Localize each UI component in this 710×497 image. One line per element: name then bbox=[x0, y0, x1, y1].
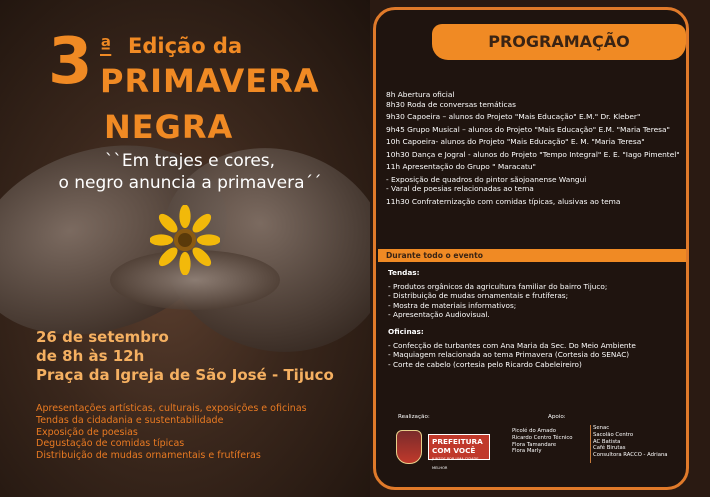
apoio-item: Café Birutas bbox=[593, 445, 626, 452]
oficinas-item: - Maquiagem relacionada ao tema Primavera (Cortesia do SENAC) bbox=[388, 350, 630, 360]
tendas-item: - Apresentação Audiovisual. bbox=[388, 310, 490, 320]
oficinas-item: - Confecção de turbantes com Ana Maria da Sec. Do Meio Ambiente bbox=[388, 340, 636, 350]
activity-item: Apresentações artísticas, culturais, exposições e oficinas bbox=[36, 403, 307, 414]
apoio-item: Sacolão Centro bbox=[593, 431, 634, 438]
slogan bbox=[40, 150, 340, 194]
activity-item: Degustação de comidas típicas bbox=[36, 438, 185, 450]
schedule-item: 10h Capoeira- alunos do Projeto "Mais Educação" E. M. "Maria Teresa" bbox=[386, 137, 645, 146]
schedule-item: 9h45 Grupo Musical – alunos do Projeto "Mais Educação" E.M. "Maria Teresa" bbox=[386, 124, 670, 134]
title-number: 3 bbox=[48, 25, 93, 99]
event-place: Praça da Igreja de São José - Tijuco bbox=[36, 366, 334, 384]
prefeitura-logo bbox=[428, 434, 490, 470]
programacao-title: PROGRAMAÇÃO bbox=[432, 24, 686, 60]
apoio-divider bbox=[590, 425, 591, 463]
city-coat-of-arms-logo bbox=[396, 430, 422, 464]
schedule-item: 8h30 Roda de conversas temáticas bbox=[386, 99, 516, 109]
apoio-item: AC Batista bbox=[593, 438, 621, 445]
event-time: de 8h às 12h bbox=[36, 347, 145, 365]
activity-item: Distribuição de mudas ornamentais e frutíferas bbox=[36, 450, 261, 462]
apoio-list-2 bbox=[593, 425, 668, 459]
title-negra: NEGRA bbox=[104, 108, 234, 146]
durante-evento-header: Durante todo o evento bbox=[378, 249, 686, 262]
apoio-item: Flora Tamandare bbox=[512, 441, 557, 448]
tendas-title: Tendas: bbox=[388, 268, 420, 277]
sunflower-image bbox=[150, 205, 220, 275]
schedule-item: 11h Apresentação do Grupo " Maracatu" bbox=[386, 162, 536, 171]
apoio-item: Ricardo Centro Técnico bbox=[512, 434, 573, 441]
apoio-list-1 bbox=[512, 428, 573, 455]
title-ordinal: ª bbox=[100, 34, 112, 58]
apoio-item: Picolé do Amado bbox=[512, 428, 557, 434]
event-date: 26 de setembro bbox=[36, 328, 169, 346]
apoio-item: Senac bbox=[593, 425, 610, 431]
prefeitura-logo-sub: JUNTOS POR UMA CIDADE MELHOR bbox=[432, 457, 479, 470]
schedule-item: - Varal de poesias relacionadas ao tema bbox=[386, 184, 534, 193]
tendas-item: - Produtos orgânicos da agricultura familiar do bairro Tijuco; bbox=[388, 281, 608, 291]
durante-evento-section bbox=[388, 268, 678, 369]
oficinas-title: Oficinas: bbox=[388, 326, 424, 336]
title-edicao: Edição da bbox=[128, 34, 243, 58]
slogan-line-2: o negro anuncia a primavera´´ bbox=[58, 173, 322, 193]
title-primavera: PRIMAVERA bbox=[100, 62, 320, 100]
schedule-item: 8h Abertura oficial bbox=[386, 90, 455, 99]
apoio-item: Flora Marly bbox=[512, 448, 542, 455]
realizacao-label: Realização: bbox=[398, 414, 430, 420]
oficinas-item: - Corte de cabelo (cortesia pelo Ricardo Cabeleireiro) bbox=[388, 359, 582, 369]
schedule-list bbox=[386, 90, 682, 206]
schedule-item: 10h30 Dança e Jogral - alunos do Projeto "Tempo Integral" E. E. "Iago Pimentel" bbox=[386, 149, 680, 159]
prefeitura-logo-text: PREFEITURA COM VOCÊ bbox=[432, 437, 483, 455]
activities-list bbox=[36, 403, 307, 462]
event-date-block bbox=[36, 328, 334, 385]
tendas-item: - Mostra de materiais informativos; bbox=[388, 300, 517, 310]
sponsors-footer bbox=[376, 412, 688, 482]
tendas-item: - Distribuição de mudas ornamentais e frutíferas; bbox=[388, 291, 569, 301]
apoio-item: Consultora RACCO - Adriana bbox=[593, 452, 668, 459]
activity-item: Exposição de poesias bbox=[36, 426, 138, 438]
schedule-item: 9h30 Capoeira – alunos do Projeto "Mais Educação" E.M." Dr. Kleber" bbox=[386, 112, 641, 121]
activity-item: Tendas da cidadania e sustentabilidade bbox=[36, 414, 224, 426]
apoio-label: Apoio: bbox=[548, 414, 566, 420]
slogan-line-1: ``Em trajes e cores, bbox=[104, 151, 276, 171]
schedule-item: - Exposição de quadros do pintor sãojoanense Wangui bbox=[386, 174, 587, 184]
schedule-item: 11h30 Confraternização com comidas típicas, alusivas ao tema bbox=[386, 196, 621, 206]
